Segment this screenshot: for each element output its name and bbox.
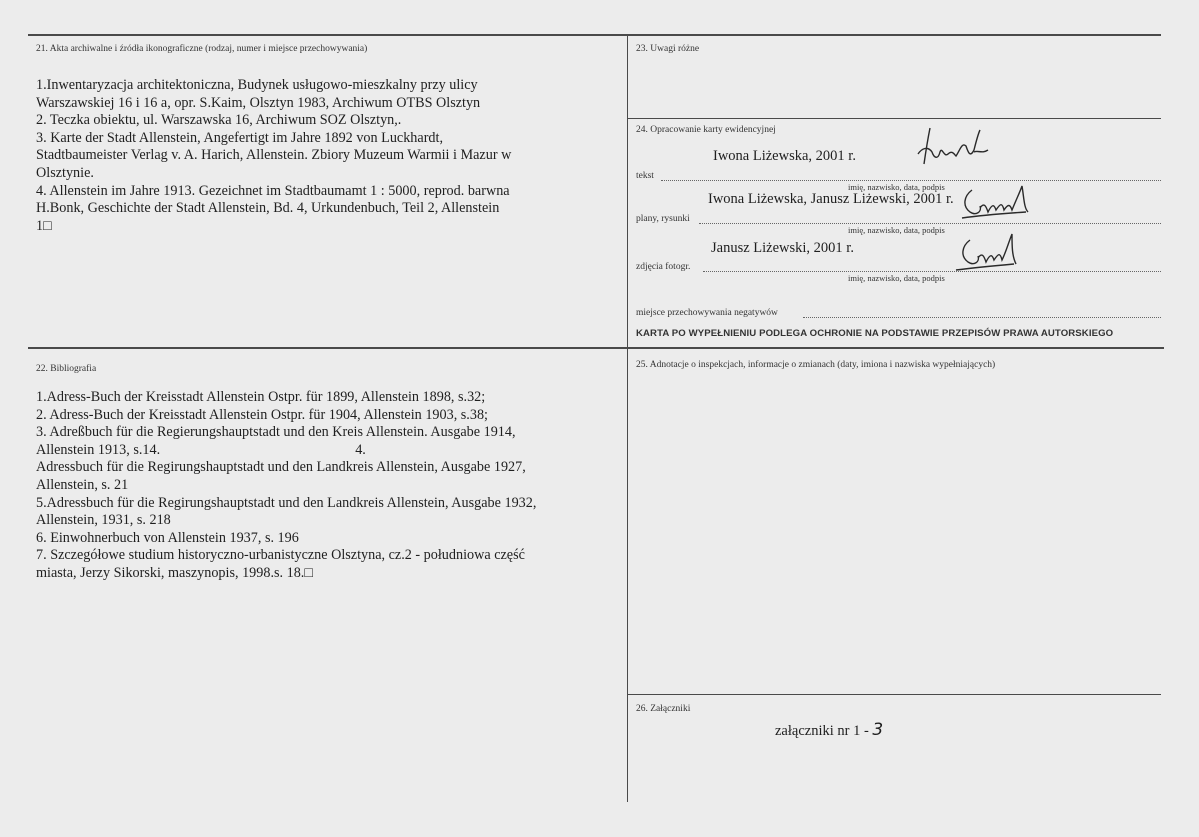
section-22-text [36,389,536,583]
plany-label: plany, rysunki [636,214,690,224]
tekst-value: Iwona Liżewska, 2001 r. [713,148,856,164]
text-line: 7. Szczegółowe studium historyczno-urbanistyczne Olsztyna, cz.2 - południowa część [36,547,525,564]
zdjecia-caption: imię, nazwisko, data, podpis [848,273,945,283]
text-line: Stadtbaumeister Verlag v. A. Harich, Allenstein. Zbiory Muzeum Warmii i Mazur w [36,147,512,164]
section-24-label: 24. Opracowanie karty ewidencyjnej [636,125,776,135]
section-21-label: 21. Akta archiwalne i źródła ikonograficzne (rodzaj, numer i miejsce przechowywania) [36,44,368,54]
middle-divider [28,347,1164,349]
section-21-text [36,77,511,235]
copyright-notice: KARTA PO WYPEŁNIENIU PODLEGA OCHRONIE NA PODSTAWIE PRZEPISÓW PRAWA AUTORSKIEGO [636,328,1114,339]
text-line: 6. Einwohnerbuch von Allenstein 1937, s. 196 [36,529,299,546]
plany-value: Iwona Liżewska, Janusz Liżewski, 2001 r. [708,191,954,207]
text-line: 3. Karte der Stadt Allenstein, Angefertigt im Jahre 1892 von Luckhardt, [36,129,444,146]
text-line: Warszawskiej 16 i 16 a, opr. S.Kaim, Olsztyn 1983, Archiwum OTBS Olsztyn [36,94,481,111]
text-line: Olsztynie. [36,164,94,181]
text-line: Allenstein, 1931, s. 218 [36,512,171,529]
column-divider [627,34,628,802]
divider-23-24 [628,118,1161,119]
plany-caption: imię, nazwisko, data, podpis [848,225,945,235]
text-line: 1.Adress-Buch der Kreisstadt Allenstein Ostpr. für 1899, Allenstein 1898, s.32; [36,389,486,405]
divider-25-26 [628,694,1161,695]
plany-dotted-line [699,223,1161,224]
attachments-value [775,720,883,740]
text-line: 3. Adreßbuch für die Regierungshauptstadt und den Kreis Allenstein. Ausgabe 1914, [36,424,516,441]
zdjecia-value: Janusz Liżewski, 2001 r. [711,240,854,256]
tekst-dotted-line [661,180,1161,181]
negatywy-dotted-line [803,317,1161,318]
negatywy-label: miejsce przechowywania negatywów [636,308,778,318]
text-line: 1□ [36,217,52,234]
text-line: 2. Adress-Buch der Kreisstadt Allenstein Ostpr. für 1904, Allenstein 1903, s.38; [36,406,488,423]
top-border [28,34,1161,36]
section-22-label: 22. Bibliografia [36,364,97,374]
section-26-label: 26. Załączniki [636,704,691,714]
text-line: Allenstein, s. 21 [36,476,129,493]
tekst-label: tekst [636,171,654,181]
zdjecia-label: zdjęcia fotogr. [636,262,691,272]
text-line [36,442,536,460]
text-line: 2. Teczka obiektu, ul. Warszawska 16, Archiwum SOZ Olsztyn,. [36,112,402,129]
section-23-label: 23. Uwagi różne [636,44,700,54]
signature-tekst [908,124,992,172]
text-line: 1.Inwentaryzacja architektoniczna, Budynek usługowo-mieszkalny przy ulicy [36,77,478,93]
text-line: miasta, Jerzy Sikorski, maszynopis, 1998.s. 18.□ [36,564,313,581]
section-25-label: 25. Adnotacje o inspekcjach, informacje o zmianach (daty, imiona i nazwiska wypełniających) [636,360,996,370]
text-line: 5.Adressbuch für die Regirungshauptstadt und den Landkreis Allenstein, Ausgabe 1932, [36,494,537,511]
signature-plany [956,182,1036,228]
text-line: H.Bonk, Geschichte der Stadt Allenstein, Bd. 4, Urkundenbuch, Teil 2, Allenstein [36,200,500,217]
text-line: Adressbuch für die Regirungshauptstadt und den Landkreis Allenstein, Ausgabe 1927, [36,459,526,476]
attachments-handwritten-number: 3 [872,720,884,740]
attachments-text: załączniki nr 1 - [775,723,873,739]
text-line-part: Allenstein 1913, s.14. 4. [36,441,366,458]
tekst-caption: imię, nazwisko, data, podpis [848,182,945,192]
zdjecia-dotted-line [703,271,1161,272]
text-line: 4. Allenstein im Jahre 1913. Gezeichnet im Stadtbaumamt 1 : 5000, reprod. barwna [36,182,510,199]
